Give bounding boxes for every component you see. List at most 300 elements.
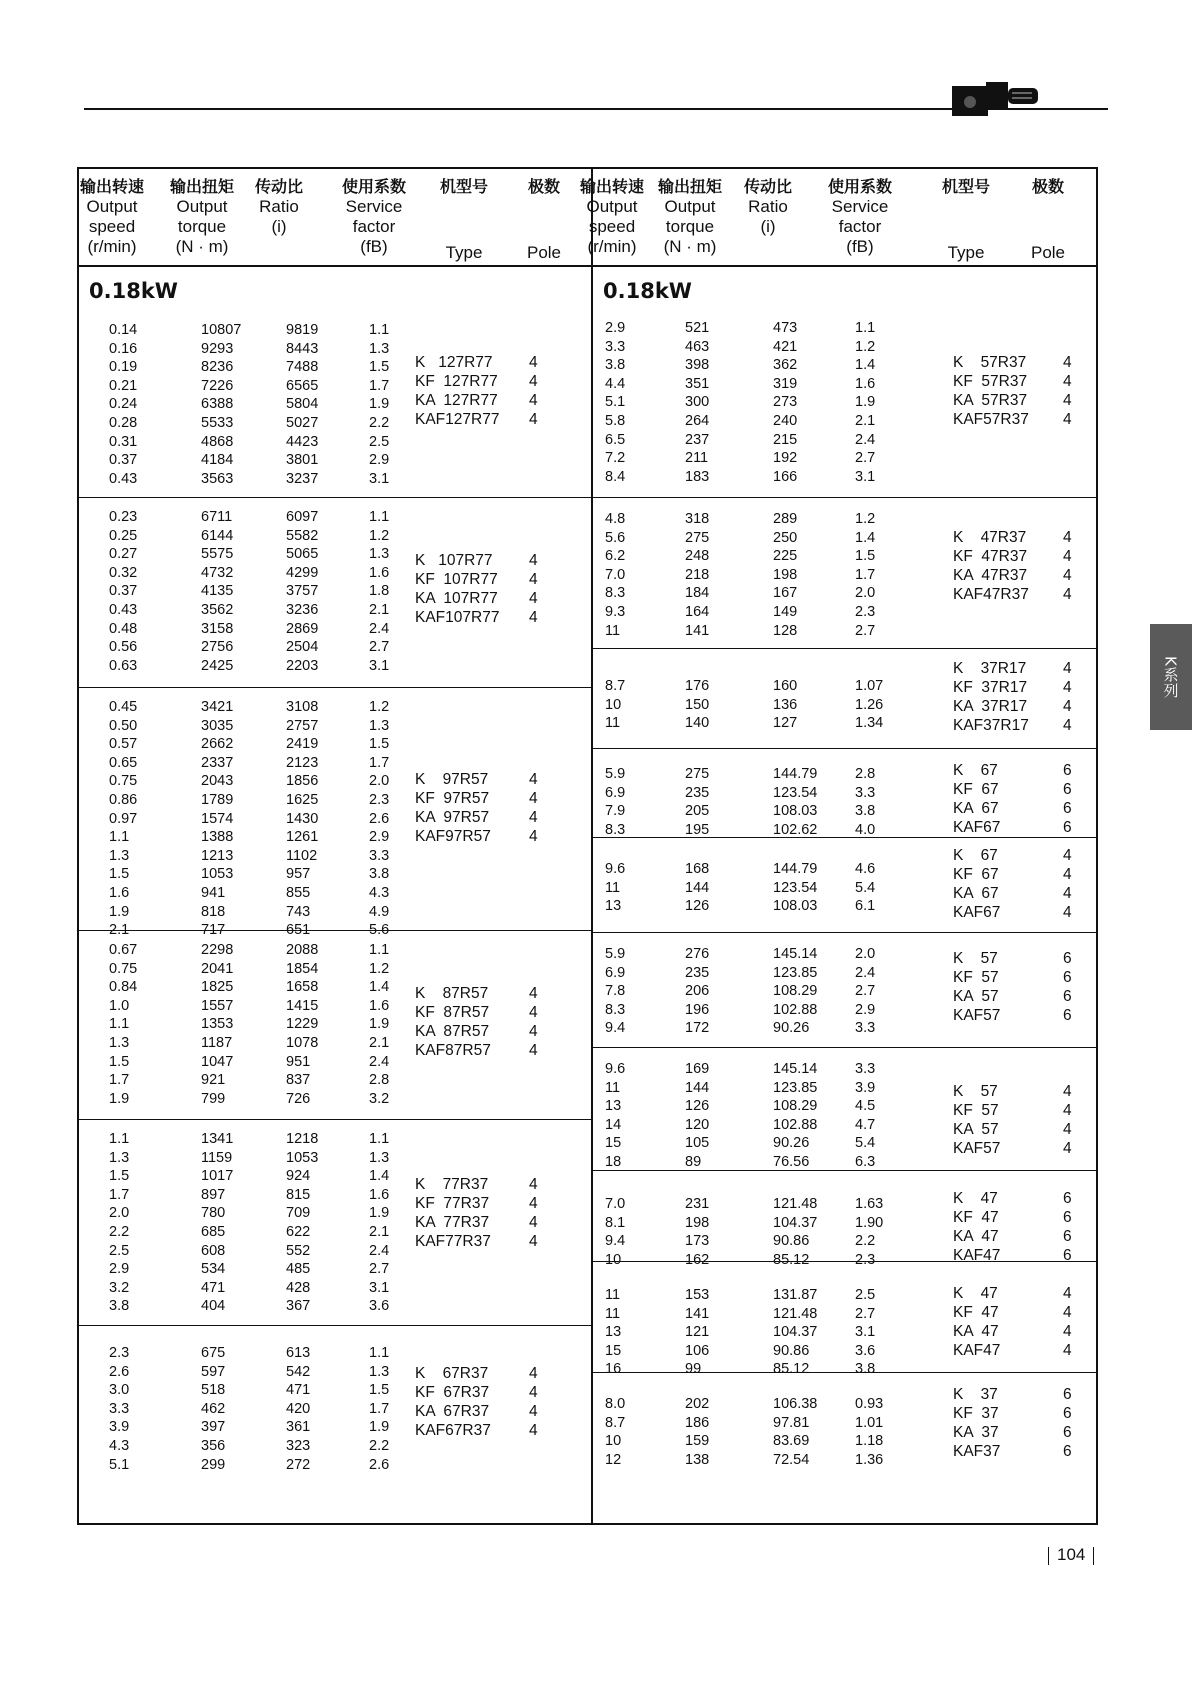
type-entry (415, 608, 538, 627)
ratio-cell: 273 (773, 394, 798, 411)
left-table-header (79, 169, 591, 267)
torque-cell: 141 (685, 1305, 710, 1322)
torque-cell: 138 (685, 1451, 710, 1468)
type-entry (415, 570, 538, 589)
speed-cell: 2.6 (109, 1363, 130, 1380)
right-group-1 (593, 498, 1096, 649)
type-label: KAF97R57 (415, 828, 491, 845)
service-factor-cell: 1.3 (369, 1149, 390, 1166)
speed-cell: 1.7 (109, 1072, 130, 1089)
speed-cell: 0.19 (109, 359, 138, 376)
speed-cell: 0.31 (109, 433, 138, 450)
ratio-cell: 4423 (286, 433, 319, 450)
speed-cell: 9.4 (605, 1020, 626, 1037)
type-entry (953, 1227, 1072, 1246)
type-entry (415, 1421, 538, 1440)
ratio-cell: 85.12 (773, 1251, 810, 1268)
ratio-cell: 104.37 (773, 1324, 818, 1341)
type-entry (953, 697, 1072, 716)
torque-cell: 120 (685, 1116, 710, 1133)
header-cn-label: 极数 (527, 177, 560, 196)
speed-cell: 2.0 (109, 1205, 130, 1222)
type-entry (415, 1175, 538, 1194)
torque-cell: 183 (685, 468, 710, 485)
right-header-col5 (911, 177, 1021, 262)
pole-label: 4 (1063, 1102, 1072, 1119)
right-group-9 (593, 1373, 1096, 1511)
torque-cell: 184 (685, 585, 710, 602)
ratio-cell: 108.29 (773, 983, 818, 1000)
speed-cell: 11 (605, 879, 621, 896)
ratio-cell: 1078 (286, 1035, 319, 1051)
left-table (79, 169, 591, 1496)
type-label: KF 127R77 (415, 373, 498, 390)
speed-cell: 18 (605, 1154, 622, 1170)
service-factor-cell: 3.3 (369, 847, 390, 864)
service-factor-cell: 2.2 (369, 415, 390, 431)
speed-cell: 0.24 (109, 396, 138, 413)
torque-cell: 89 (685, 1154, 702, 1170)
speed-cell: 0.50 (109, 717, 138, 734)
speed-cell: 8.7 (605, 1414, 626, 1431)
pole-label: 4 (1063, 529, 1072, 546)
speed-cell: 1.5 (109, 1053, 130, 1070)
torque-cell: 897 (201, 1186, 226, 1203)
torque-cell: 237 (685, 431, 710, 448)
speed-cell: 0.14 (109, 322, 138, 338)
type-label: KAF47 (953, 1247, 1001, 1264)
speed-cell: 6.5 (605, 431, 626, 448)
ratio-cell: 651 (286, 922, 311, 939)
header-cn-label: 传动比 (254, 177, 303, 196)
torque-cell: 6388 (201, 396, 234, 413)
speed-cell: 9.3 (605, 604, 626, 620)
speed-cell: 9.4 (605, 1233, 626, 1250)
torque-cell: 471 (201, 1279, 226, 1296)
torque-cell: 159 (685, 1433, 710, 1450)
type-label: KF 47 (953, 1209, 999, 1226)
ratio-cell: 2504 (286, 639, 319, 656)
speed-cell: 8.3 (605, 1001, 626, 1018)
type-label: KA 57 (953, 988, 999, 1005)
speed-cell: 8.3 (605, 821, 626, 838)
speed-cell: 0.32 (109, 564, 138, 581)
header-cn-label: 机型号 (439, 177, 488, 196)
torque-cell: 521 (685, 320, 710, 336)
pole-label: 4 (529, 1422, 538, 1439)
left-header-col5 (409, 177, 519, 262)
gear-motor-logo-icon (952, 78, 1042, 118)
speed-cell: 0.37 (109, 583, 138, 600)
service-factor-cell: 1.6 (855, 375, 876, 392)
pole-label: 6 (1063, 969, 1072, 986)
right-group-7 (593, 1171, 1096, 1268)
pole-label: 4 (529, 373, 538, 390)
service-factor-cell: 1.4 (855, 529, 876, 546)
ratio-cell: 90.86 (773, 1233, 810, 1250)
type-label: KF 57 (953, 969, 999, 986)
ratio-cell: 106.38 (773, 1396, 818, 1412)
pole-label: 6 (1063, 1386, 1072, 1403)
right-group-3 (593, 749, 1096, 838)
ratio-cell: 622 (286, 1224, 311, 1240)
right-header-col3 (733, 177, 803, 237)
speed-cell: 11 (605, 715, 621, 732)
header-cn-label: 输出转速 (79, 177, 144, 196)
pole-label: 4 (529, 1365, 538, 1382)
right-group-6 (593, 1048, 1096, 1171)
type-entry (415, 372, 538, 391)
ratio-cell: 102.62 (773, 821, 818, 838)
torque-cell: 218 (685, 566, 710, 583)
left-header-col3 (234, 177, 324, 237)
ratio-cell: 1102 (286, 847, 318, 864)
speed-cell: 0.86 (109, 792, 138, 808)
type-label: KF 57R37 (953, 373, 1028, 390)
torque-cell: 2756 (201, 639, 234, 656)
pole-label: 4 (1063, 586, 1072, 603)
speed-cell: 2.1 (109, 922, 130, 939)
type-label: K 47R37 (953, 529, 1027, 546)
torque-cell: 196 (685, 1001, 710, 1018)
type-label: KA 107R77 (415, 590, 498, 607)
ratio-cell: 108.29 (773, 1098, 818, 1115)
ratio-cell: 855 (286, 885, 311, 901)
right-header-col1 (567, 177, 657, 257)
torque-cell: 153 (685, 1287, 710, 1303)
ratio-cell: 83.69 (773, 1433, 810, 1450)
service-factor-cell: 1.2 (855, 511, 876, 527)
type-label: KF 37 (953, 1405, 999, 1422)
type-label: K 37R17 (953, 660, 1027, 677)
torque-cell: 2337 (201, 754, 234, 771)
type-label: KA 77R37 (415, 1214, 490, 1231)
service-factor-cell: 1.26 (855, 696, 884, 713)
torque-cell: 264 (685, 413, 710, 429)
type-label: KA 57R37 (953, 392, 1028, 409)
type-label: KA 87R57 (415, 1023, 490, 1040)
ratio-cell: 3801 (286, 452, 319, 469)
torque-cell: 780 (201, 1205, 226, 1222)
type-label: K 47 (953, 1285, 998, 1302)
service-factor-cell: 4.9 (369, 903, 390, 920)
service-factor-cell: 6.1 (855, 898, 876, 915)
type-label: KF 67 (953, 866, 999, 883)
service-factor-cell: 1.3 (369, 340, 390, 357)
torque-cell: 1017 (201, 1168, 234, 1185)
service-factor-cell: 5.4 (855, 1135, 876, 1152)
speed-cell: 4.8 (605, 511, 626, 527)
header-en-label: Output speed (r/min) (86, 197, 138, 256)
torque-cell: 404 (201, 1298, 226, 1315)
type-label: KAF47R37 (953, 586, 1029, 603)
torque-cell: 299 (201, 1456, 226, 1473)
speed-cell: 6.2 (605, 548, 626, 565)
service-factor-cell: 3.1 (369, 470, 390, 487)
torque-cell: 351 (685, 375, 710, 392)
pole-label: 6 (1063, 1405, 1072, 1422)
ratio-cell: 6097 (286, 509, 319, 525)
torque-cell: 1213 (201, 847, 234, 864)
service-factor-cell: 2.2 (855, 1233, 876, 1250)
service-factor-cell: 2.1 (369, 1035, 390, 1051)
speed-cell: 8.7 (605, 678, 626, 694)
ratio-cell: 121.48 (773, 1196, 818, 1212)
torque-cell: 1159 (201, 1149, 233, 1166)
type-label: KAF57R37 (953, 411, 1029, 428)
torque-cell: 99 (685, 1361, 702, 1378)
speed-cell: 3.3 (109, 1400, 130, 1417)
ratio-cell: 121.48 (773, 1305, 818, 1322)
service-factor-cell: 1.1 (855, 320, 876, 336)
speed-cell: 13 (605, 898, 622, 915)
pole-label: 4 (1063, 1285, 1072, 1302)
service-factor-cell: 3.3 (855, 784, 876, 801)
pole-label: 4 (1063, 1121, 1072, 1138)
speed-cell: 11 (605, 1305, 621, 1322)
type-entry (953, 659, 1072, 678)
service-factor-cell: 1.9 (855, 394, 876, 411)
speed-cell: 0.37 (109, 452, 138, 469)
speed-cell: 10 (605, 1433, 622, 1450)
speed-cell: 3.2 (109, 1279, 130, 1296)
service-factor-cell: 3.8 (855, 803, 876, 820)
torque-cell: 1187 (201, 1035, 233, 1051)
pole-label: 4 (1063, 1140, 1072, 1157)
torque-cell: 5533 (201, 415, 234, 431)
speed-cell: 1.9 (109, 903, 130, 920)
service-factor-cell: 3.3 (855, 1061, 876, 1077)
type-entry (953, 1208, 1072, 1227)
speed-cell: 0.43 (109, 470, 138, 487)
ratio-cell: 131.87 (773, 1287, 818, 1303)
type-label: KA 67 (953, 800, 999, 817)
type-entry (953, 1322, 1072, 1341)
type-label: K 77R37 (415, 1176, 489, 1193)
torque-cell: 144 (685, 879, 710, 896)
pole-label: 6 (1063, 950, 1072, 967)
torque-cell: 9293 (201, 340, 234, 357)
torque-cell: 195 (685, 821, 710, 838)
service-factor-cell: 3.1 (369, 1279, 390, 1296)
ratio-cell: 136 (773, 696, 798, 713)
type-entry (953, 716, 1072, 735)
header-cn-label: 机型号 (941, 177, 990, 196)
service-factor-cell: 2.7 (369, 639, 390, 656)
type-entry (415, 1364, 538, 1383)
type-entry (953, 1082, 1072, 1101)
pole-label: 6 (1063, 762, 1072, 779)
ratio-cell: 3757 (286, 583, 319, 600)
pole-label: 4 (1063, 847, 1072, 864)
speed-cell: 9.6 (605, 861, 626, 877)
speed-cell: 6.9 (605, 964, 626, 981)
type-label: K 127R77 (415, 354, 493, 371)
type-entry (953, 1303, 1072, 1322)
speed-cell: 2.3 (109, 1345, 130, 1361)
pole-label: 4 (1063, 660, 1072, 677)
type-entry (415, 353, 538, 372)
torque-cell: 1047 (201, 1053, 234, 1070)
speed-cell: 11 (605, 1079, 621, 1096)
ratio-cell: 97.81 (773, 1414, 810, 1431)
pole-label: 6 (1063, 988, 1072, 1005)
ratio-cell: 289 (773, 511, 798, 527)
speed-cell: 8.0 (605, 1396, 626, 1412)
service-factor-cell: 2.1 (369, 602, 390, 618)
type-entry (953, 1189, 1072, 1208)
type-entry (953, 1341, 1072, 1360)
speed-cell: 1.3 (109, 1035, 130, 1051)
torque-cell: 1341 (201, 1131, 234, 1147)
service-factor-cell: 2.9 (855, 1001, 876, 1018)
header-cn-label: 传动比 (743, 177, 792, 196)
service-factor-cell: 1.5 (369, 359, 390, 376)
ratio-cell: 837 (286, 1072, 311, 1089)
type-entry (415, 789, 538, 808)
service-factor-cell: 1.34 (855, 715, 884, 732)
ratio-cell: 127 (773, 715, 798, 732)
service-factor-cell: 1.6 (369, 564, 390, 581)
type-entry (953, 846, 1072, 865)
service-factor-cell: 2.9 (369, 452, 390, 469)
torque-cell: 10807 (201, 322, 242, 338)
service-factor-cell: 2.9 (369, 829, 390, 846)
service-factor-cell: 2.3 (369, 792, 390, 808)
right-group-8 (593, 1262, 1096, 1378)
type-label: KF 77R37 (415, 1195, 490, 1212)
torque-cell: 463 (685, 338, 710, 355)
ratio-cell: 552 (286, 1242, 311, 1259)
pole-label: 4 (529, 1195, 538, 1212)
torque-cell: 1388 (201, 829, 234, 846)
torque-cell: 8236 (201, 359, 234, 376)
torque-cell: 231 (685, 1196, 710, 1212)
type-label: K 87R57 (415, 985, 489, 1002)
type-entry (953, 761, 1072, 780)
service-factor-cell: 2.8 (855, 766, 876, 782)
ratio-cell: 957 (286, 866, 311, 883)
ratio-cell: 485 (286, 1261, 311, 1278)
service-factor-cell: 4.0 (855, 821, 876, 838)
torque-cell: 105 (685, 1135, 710, 1152)
torque-cell: 248 (685, 548, 710, 565)
torque-cell: 1557 (201, 997, 234, 1014)
type-label: K 57 (953, 950, 998, 967)
service-factor-cell: 1.7 (855, 566, 876, 583)
speed-cell: 14 (605, 1116, 622, 1133)
type-label: K 37 (953, 1386, 998, 1403)
ratio-cell: 145.14 (773, 1061, 818, 1077)
pole-label: 4 (529, 809, 538, 826)
pole-label: 4 (1063, 411, 1072, 428)
type-entry (953, 1442, 1072, 1461)
torque-cell: 597 (201, 1363, 226, 1380)
right-group-2 (593, 649, 1096, 749)
side-tab-label: K系列 (1161, 655, 1180, 699)
header-en-label: Output speed (r/min) (586, 197, 638, 256)
speed-cell: 7.8 (605, 983, 626, 1000)
speed-cell: 13 (605, 1098, 622, 1115)
type-label: KAF127R77 (415, 411, 500, 428)
service-factor-cell: 4.6 (855, 861, 876, 877)
left-group-2 (79, 688, 591, 939)
speed-cell: 0.45 (109, 699, 138, 715)
right-header-col4 (805, 177, 915, 257)
speed-cell: 0.48 (109, 620, 138, 637)
ratio-cell: 361 (286, 1419, 311, 1436)
type-entry (953, 1139, 1072, 1158)
ratio-cell: 2869 (286, 620, 319, 637)
service-factor-cell: 2.7 (855, 1305, 876, 1322)
type-entry (415, 410, 538, 429)
header-en-label: Pole (526, 243, 562, 262)
torque-cell: 2043 (201, 773, 234, 790)
type-label: KF 87R57 (415, 1004, 490, 1021)
torque-cell: 300 (685, 394, 710, 411)
pole-label: 6 (1063, 1228, 1072, 1245)
torque-cell: 2298 (201, 942, 234, 958)
type-label: K 107R77 (415, 552, 493, 569)
speed-cell: 13 (605, 1324, 622, 1341)
pole-label: 4 (529, 1214, 538, 1231)
speed-cell: 0.97 (109, 810, 138, 827)
pole-label: 6 (1063, 800, 1072, 817)
pole-label: 4 (1063, 904, 1072, 921)
service-factor-cell: 1.9 (369, 1419, 390, 1436)
type-label: KF 37R17 (953, 679, 1028, 696)
speed-cell: 15 (605, 1135, 622, 1152)
pole-label: 4 (529, 1384, 538, 1401)
type-entry (415, 589, 538, 608)
service-factor-cell: 1.4 (369, 979, 390, 996)
service-factor-cell: 1.2 (369, 960, 390, 977)
speed-cell: 3.0 (109, 1382, 130, 1399)
torque-cell: 173 (685, 1233, 710, 1250)
service-factor-cell: 3.8 (855, 1361, 876, 1378)
service-factor-cell: 1.6 (369, 1186, 390, 1203)
pole-label: 4 (529, 985, 538, 1002)
service-factor-cell: 1.3 (369, 717, 390, 734)
left-group-1 (79, 498, 591, 688)
speed-cell: 7.9 (605, 803, 626, 820)
type-label: KAF57 (953, 1007, 1001, 1024)
service-factor-cell: 3.8 (369, 866, 390, 883)
service-factor-cell: 2.2 (369, 1438, 390, 1454)
type-entry (953, 949, 1072, 968)
ratio-cell: 367 (286, 1298, 311, 1315)
ratio-cell: 2088 (286, 942, 319, 958)
torque-cell: 462 (201, 1400, 226, 1417)
torque-cell: 205 (685, 803, 710, 820)
pole-label: 4 (529, 354, 538, 371)
ratio-cell: 420 (286, 1400, 311, 1417)
header-en-label: Ratio (i) (259, 197, 299, 236)
service-factor-cell: 5.4 (855, 879, 876, 896)
speed-cell: 9.6 (605, 1061, 626, 1077)
right-header-col6 (1013, 177, 1083, 262)
speed-cell: 0.16 (109, 340, 138, 357)
service-factor-cell: 2.4 (855, 964, 876, 981)
service-factor-cell: 1.18 (855, 1433, 884, 1450)
ratio-cell: 1415 (286, 997, 319, 1014)
type-entry (953, 1120, 1072, 1139)
speed-cell: 12 (605, 1451, 622, 1468)
type-entry (953, 968, 1072, 987)
ratio-cell: 1218 (286, 1131, 319, 1147)
speed-cell: 11 (605, 1287, 621, 1303)
service-factor-cell: 3.1 (855, 468, 876, 485)
